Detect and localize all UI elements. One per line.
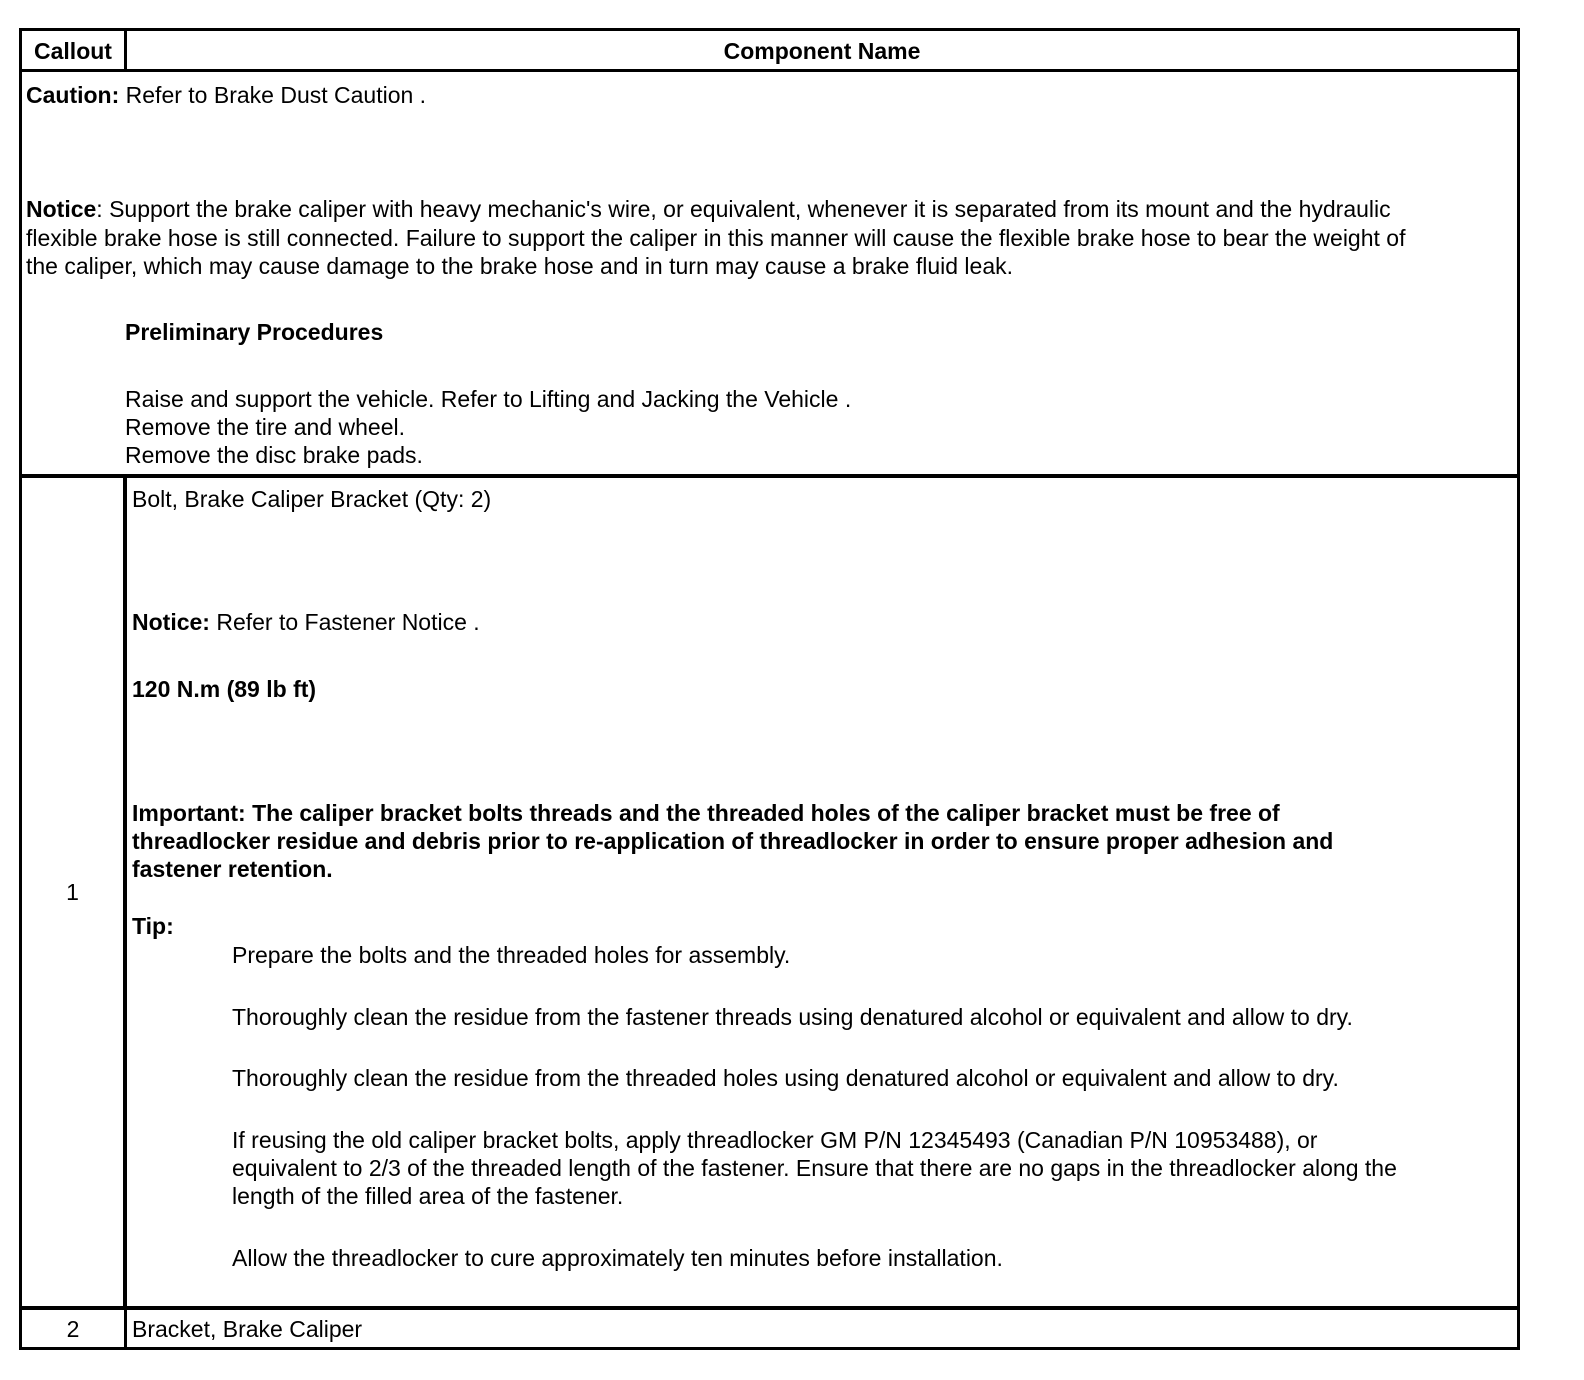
notice-text-3: the caliper, which may cause damage to the brake hose and in turn may cause a brake fluid leak. <box>26 253 1014 279</box>
tip-item: Allow the threadlocker to cure approximately ten minutes before installation. <box>232 1245 1003 1271</box>
header-callout: Callout <box>22 31 127 69</box>
caution-line <box>26 81 426 110</box>
important-text-1: Important: The caliper bracket bolts threads and the threaded holes of the caliper bracket must be free of <box>132 800 1280 826</box>
caution-text: Refer to Brake Dust Caution . <box>119 82 427 108</box>
preliminary-step: Remove the tire and wheel. <box>125 414 405 440</box>
fastener-notice-text: Refer to Fastener Notice . <box>209 609 480 635</box>
tip-item: If reusing the old caliper bracket bolts, apply threadlocker GM P/N 12345493 (Canadian P/N 10953488), or <box>232 1127 1318 1153</box>
component-name: Bolt, Brake Caliper Bracket (Qty: 2) <box>132 486 492 512</box>
notice-text-1: : Support the brake caliper with heavy mechanic's wire, or equivalent, whenever it is separated from its mount and the hydraulic <box>96 196 1391 222</box>
table-header-row <box>22 31 1517 72</box>
preliminary-step: Remove the disc brake pads. <box>125 442 423 468</box>
callout-cell <box>22 478 127 1306</box>
preliminary-heading: Preliminary Procedures <box>125 319 384 345</box>
notice-line-1 <box>26 195 1391 224</box>
caution-label: Caution: <box>26 82 120 108</box>
important-text-3: fastener retention. <box>132 856 333 882</box>
callout-cell <box>22 1310 127 1347</box>
tip-item: Thoroughly clean the residue from the threaded holes using denatured alcohol or equivalent and allow to dry. <box>232 1065 1339 1091</box>
callout-number: 1 <box>66 879 79 905</box>
important-text-2: threadlocker residue and debris prior to re-application of threadlocker in order to ensure proper adhesion and <box>132 828 1334 854</box>
notice-label: Notice <box>26 196 97 222</box>
fastener-notice-label: Notice: <box>132 609 210 635</box>
tip-item: length of the filled area of the fastener. <box>232 1183 624 1209</box>
torque-spec: 120 N.m (89 lb ft) <box>132 676 317 702</box>
table-row <box>22 1310 1517 1347</box>
component-table <box>19 28 1520 1350</box>
preliminary-section <box>22 72 1517 478</box>
component-name: Bracket, Brake Caliper <box>132 1316 363 1342</box>
tip-item: Prepare the bolts and the threaded holes for assembly. <box>232 942 791 968</box>
callout-number: 2 <box>66 1316 80 1342</box>
tip-item: equivalent to 2/3 of the threaded length of the fastener. Ensure that there are no gaps in the threadlocker along the <box>232 1155 1397 1181</box>
header-component-name: Component Name <box>723 38 921 64</box>
tip-label: Tip: <box>132 913 174 939</box>
table-row <box>22 478 1517 1310</box>
notice-text-2: flexible brake hose is still connected. Failure to support the caliper in this manner will cause the flexible brake hose to bear the weight of <box>26 225 1406 251</box>
preliminary-step: Raise and support the vehicle. Refer to Lifting and Jacking the Vehicle . <box>125 386 852 412</box>
tip-item: Thoroughly clean the residue from the fastener threads using denatured alcohol or equivalent and allow to dry. <box>232 1004 1353 1030</box>
fastener-notice-line <box>132 608 480 637</box>
